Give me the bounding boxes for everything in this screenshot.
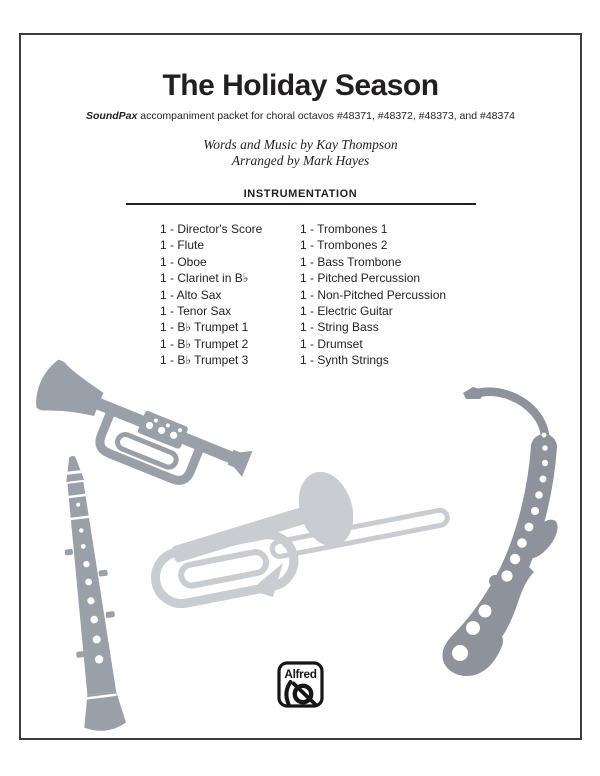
subtitle	[21, 110, 580, 122]
list-item: 1 - Director's Score	[160, 222, 263, 236]
list-item: 1 - Synth Strings	[300, 353, 389, 368]
list-item: 1 - Electric Guitar	[300, 304, 393, 319]
soundpax-brand: SoundPax	[85, 110, 138, 122]
list-item: 1 - Clarinet in B♭	[160, 271, 249, 286]
list-item: 1 - B♭ Trumpet 1	[160, 320, 249, 335]
list-item: 1 - Pitched Percussion	[300, 271, 421, 286]
list-item: 1 - Tenor Sax	[160, 304, 232, 319]
instrumentation-rule	[126, 203, 476, 205]
trumpet-bell	[31, 357, 109, 430]
list-item: 1 - Trombones 1	[300, 222, 388, 236]
credit-arranger: Arranged by Mark Hayes	[231, 153, 370, 168]
cover-page	[19, 33, 582, 740]
list-item: 1 - Bass Trombone	[300, 254, 402, 269]
list-item: 1 - Flute	[160, 238, 205, 253]
saxophone-icon	[433, 385, 567, 677]
instrumentation-list	[21, 221, 580, 369]
page-title: The Holiday Season	[162, 69, 439, 102]
list-item: 1 - Trombones 2	[300, 238, 388, 253]
trombone-bell	[290, 465, 362, 553]
list-item: 1 - Alto Sax	[160, 287, 222, 302]
instrumentation-left-column	[160, 221, 300, 369]
credit-words-music: Words and Music by Kay Thompson	[203, 137, 398, 152]
list-item: 1 - Drumset	[300, 336, 363, 351]
instrumentation-right-column	[300, 221, 446, 369]
list-item: 1 - Non-Pitched Percussion	[300, 287, 447, 302]
instrumentation-heading: INSTRUMENTATION	[243, 188, 358, 200]
list-item: 1 - B♭ Trumpet 2	[160, 336, 249, 351]
clarinet-icon	[41, 455, 133, 740]
clarinet-mouthpiece	[63, 455, 84, 482]
trombone-icon	[143, 459, 475, 631]
list-item: 1 - Oboe	[160, 254, 207, 269]
alfred-logo-text: Alfred	[284, 667, 317, 681]
subtitle-text: accompaniment packet for choral octavos #48371, #48372, #48373, and #48374	[137, 110, 516, 122]
list-item: 1 - String Bass	[300, 320, 379, 335]
list-item: 1 - B♭ Trumpet 3	[160, 353, 249, 368]
alfred-logo	[277, 661, 324, 708]
